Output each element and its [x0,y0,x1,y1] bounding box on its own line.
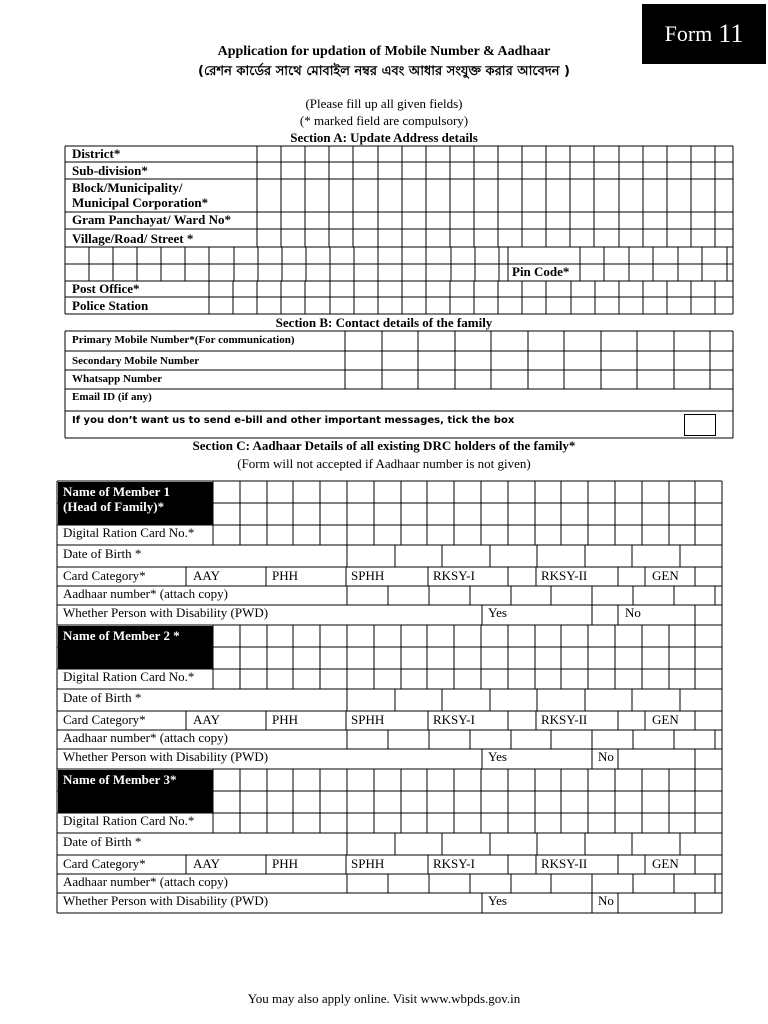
pwd-no-option: No [625,605,641,620]
member-name-label-block [58,626,213,669]
ration-card-label: Digital Ration Card No.* [63,669,195,684]
category-option-rksy-ii: RKSY-II [541,568,588,583]
block-label-line2: Municipal Corporation* [72,195,209,210]
category-option-rksy-ii: RKSY-II [541,856,588,871]
section-a-title: Section A: Update Address details [290,130,478,145]
secondary-mobile-label: Secondary Mobile Number [72,355,200,367]
category-option-rksy-i: RKSY-I [433,856,475,871]
ebill-optout-checkbox[interactable] [684,414,716,436]
police-station-label: Police Station [72,298,149,313]
primary-mobile-label: Primary Mobile Number*(For communication) [72,334,295,346]
ebill-optout-label: If you don’t want us to send e-bill and other important messages, tick the box [72,415,515,426]
category-option-gen: GEN [652,712,679,727]
compulsory-note: (* marked field are compulsory) [299,113,469,128]
category-option-aay: AAY [193,856,220,871]
category-option-rksy-ii: RKSY-II [541,712,588,727]
ration-card-label: Digital Ration Card No.* [63,813,195,828]
aadhaar-label: Aadhaar number* (attach copy) [63,586,228,601]
category-option-gen: GEN [652,856,679,871]
pin-code-label: Pin Code* [512,264,570,279]
form-word: Form [664,21,713,46]
member-name-sublabel: (Head of Family)* [63,499,165,514]
dob-label: Date of Birth * [63,834,142,849]
dob-label: Date of Birth * [63,690,142,705]
gram-panchayat-label: Gram Panchayat/ Ward No* [72,212,232,227]
fill-instruction: (Please fill up all given fields) [305,96,463,111]
card-category-label: Card Category* [63,856,146,871]
section-b-title: Section B: Contact details of the family [275,315,493,330]
section-c-title: Section C: Aadhaar Details of all existing DRC holders of the family* [192,438,576,453]
section-a-grid [65,146,733,314]
category-option-sphh: SPHH [351,568,385,583]
bengali-title: (রেশন কার্ডের সাথে মোবাইল নম্বর এবং আধার সংযুক্ত করার আবেদন ) [198,64,570,79]
subdivision-label: Sub-division* [72,163,148,178]
category-option-rksy-i: RKSY-I [433,712,475,727]
card-category-label: Card Category* [63,568,146,583]
pwd-label: Whether Person with Disability (PWD) [63,893,269,908]
category-option-sphh: SPHH [351,856,385,871]
member-name-label-block [58,482,213,525]
pwd-label: Whether Person with Disability (PWD) [63,605,269,620]
card-category-label: Card Category* [63,712,146,727]
member-name-label: Name of Member 1 [63,484,170,499]
aadhaar-label: Aadhaar number* (attach copy) [63,874,228,889]
pwd-yes-option: Yes [488,605,507,620]
footer-online-note: You may also apply online. Visit www.wbpds.gov.in [247,991,521,1006]
section-c-note: (Form will not accepted if Aadhaar number is not given) [237,456,531,471]
pwd-yes-option: Yes [488,749,507,764]
dob-label: Date of Birth * [63,546,142,561]
form-title: Application for updation of Mobile Number & Aadhaar [217,44,551,59]
category-option-phh: PHH [272,856,299,871]
category-option-aay: AAY [193,568,220,583]
pwd-no-option: No [598,749,614,764]
category-option-sphh: SPHH [351,712,385,727]
member-name-label: Name of Member 3* [63,772,177,787]
email-label: Email ID (if any) [72,391,152,403]
aadhaar-label: Aadhaar number* (attach copy) [63,730,228,745]
post-office-label: Post Office* [72,281,140,296]
pwd-no-option: No [598,893,614,908]
category-option-aay: AAY [193,712,220,727]
pwd-yes-option: Yes [488,893,507,908]
form-number: 11 [718,19,744,48]
category-option-phh: PHH [272,568,299,583]
village-label: Village/Road/ Street * [72,231,194,246]
ration-card-label: Digital Ration Card No.* [63,525,195,540]
category-option-phh: PHH [272,712,299,727]
whatsapp-label: Whatsapp Number [72,373,163,385]
member-name-label-block [58,770,213,813]
pwd-label: Whether Person with Disability (PWD) [63,749,269,764]
block-label-line1: Block/Municipality/ [72,180,183,195]
district-label: District* [72,146,121,161]
member-name-label: Name of Member 2 * [63,628,180,643]
section-c-grid [57,481,722,913]
category-option-rksy-i: RKSY-I [433,568,475,583]
category-option-gen: GEN [652,568,679,583]
